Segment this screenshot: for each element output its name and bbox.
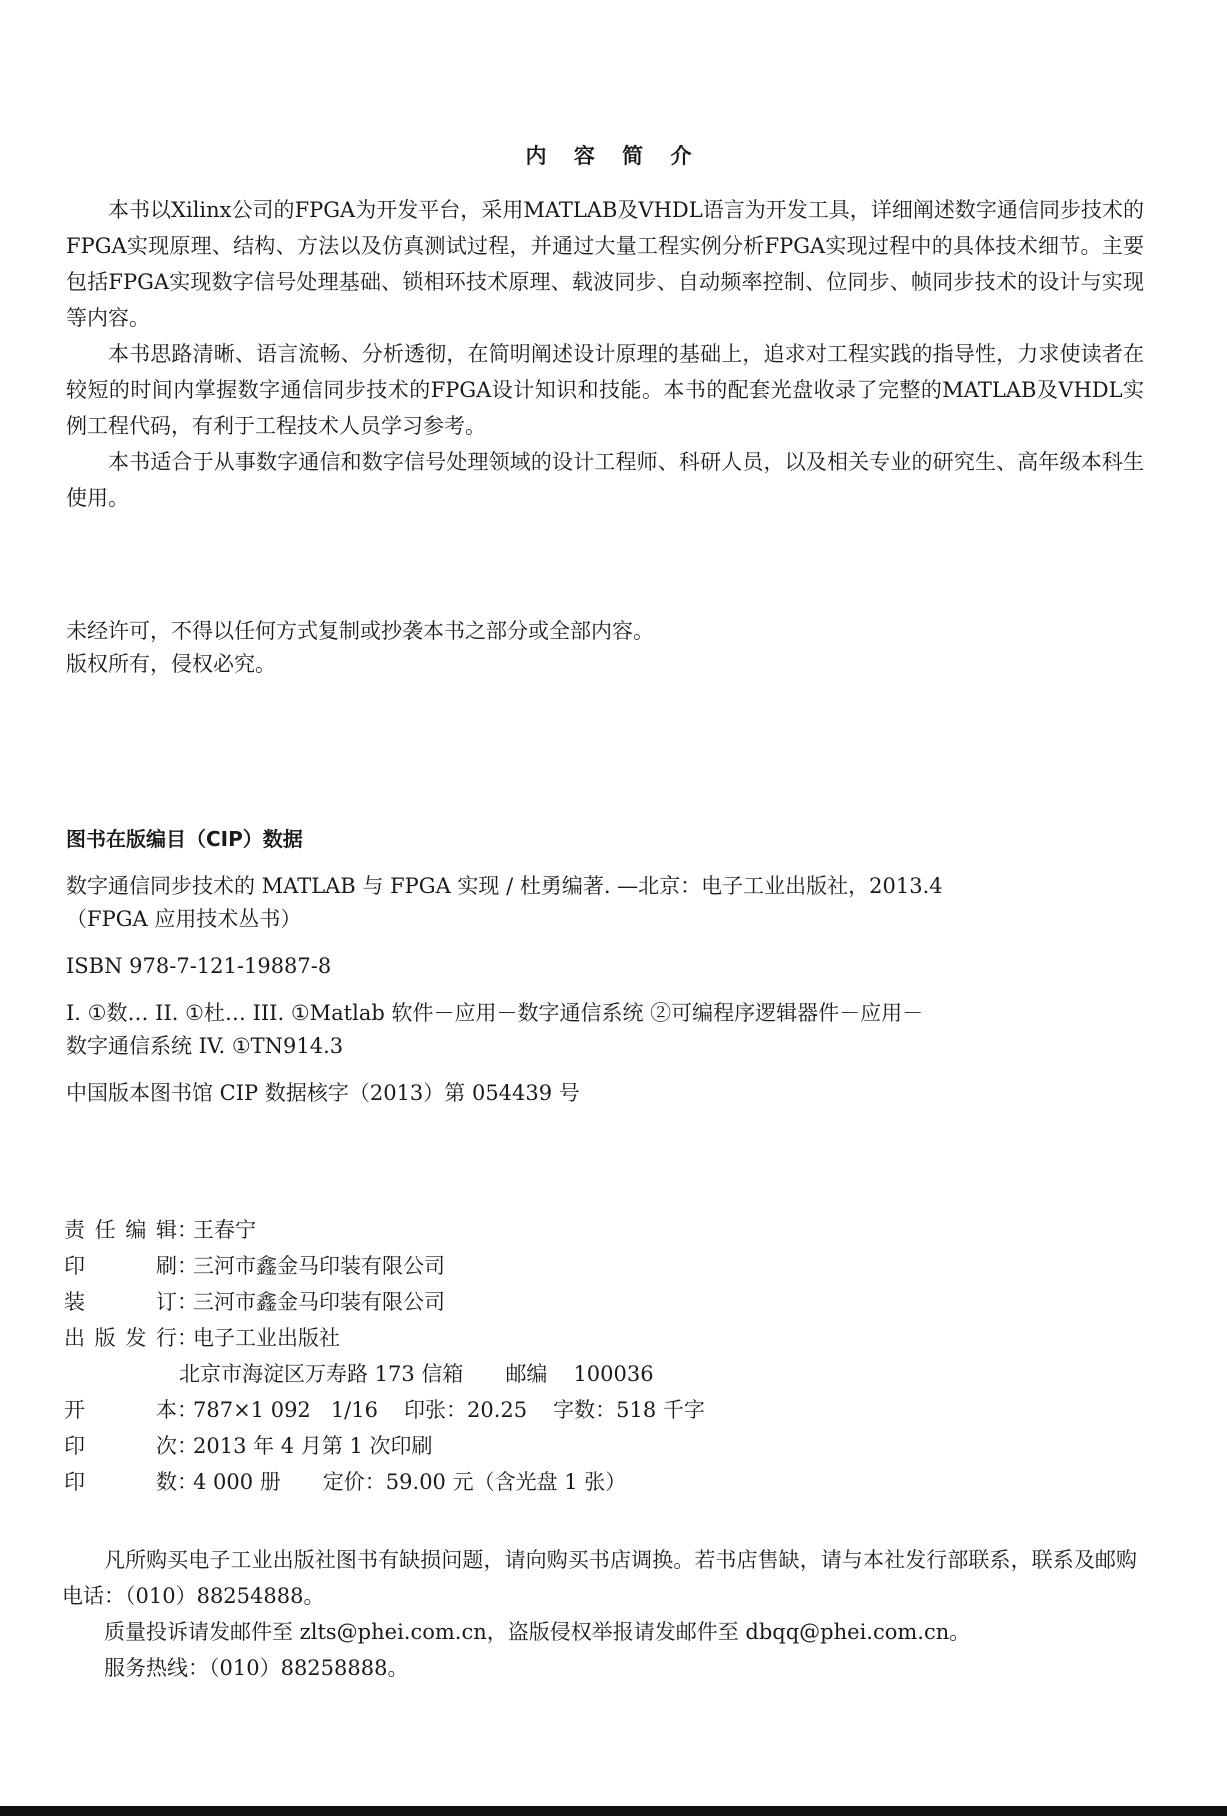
info-value: 三河市鑫金马印装有限公司 bbox=[193, 1290, 445, 1314]
info-label: 邮编 bbox=[505, 1362, 548, 1386]
info-label: 出版发行 bbox=[64, 1326, 177, 1350]
info-row-printing: 印刷 ： 三河市鑫金马印装有限公司 bbox=[64, 1248, 1144, 1284]
cip-series: （FPGA 应用技术丛书） bbox=[66, 907, 302, 931]
notice-paragraph: 服务热线：（010）88258888。 bbox=[104, 1656, 409, 1680]
cip-subjects: 数字通信系统 IV. ①TN914.3 bbox=[66, 1034, 344, 1058]
info-value: 20.25 bbox=[466, 1398, 528, 1422]
summary-title: 内 容 简 介 bbox=[525, 144, 702, 168]
info-value: 59.00 元（含光盘 1 张） bbox=[385, 1470, 627, 1494]
cip-data bbox=[66, 870, 1146, 1110]
publication-info bbox=[64, 1212, 1144, 1500]
bottom-border bbox=[0, 1806, 1227, 1816]
cip-entry: 数字通信同步技术的 MATLAB 与 FPGA 实现 / 杜勇编著. —北京：电子工业出版社，2013.4 bbox=[66, 874, 943, 898]
info-row-format: 开本 ： 787×1 092 1/16 印张 ： 20.25 字数 ： 518 千字 bbox=[64, 1392, 1144, 1428]
copyright-notice bbox=[66, 615, 1126, 681]
info-value: 王春宁 bbox=[193, 1218, 256, 1242]
summary-paragraph: 本书以Xilinx公司的FPGA为开发平台，采用MATLAB及VHDL语言为开发工具，详细阐述数字通信同步技术的FPGA实现原理、结构、方法以及仿真测试过程，并通过大量工程实例分析FPGA实现过程中的具体技术细节。主要包括FPGA实现数字信号处理基础、锁相环技术原理、载波同步、自动频率控制、位同步、帧同步技术的设计与实现等内容。 bbox=[66, 198, 1144, 330]
notice-paragraph: 凡所购买电子工业出版社图书有缺损问题，请向购买书店调换。若书店售缺，请与本社发行部联系，联系及邮购电话：（010）88254888。 bbox=[62, 1548, 1137, 1608]
info-row-editor: 责任编辑 ： 王春宁 bbox=[64, 1212, 1144, 1248]
info-label: 定价 bbox=[322, 1470, 365, 1494]
info-label: 开本 bbox=[64, 1398, 177, 1422]
info-label: 责任编辑 bbox=[64, 1218, 177, 1242]
info-value: 4 000 册 bbox=[193, 1470, 281, 1494]
info-row-binding: 装订 ： 三河市鑫金马印装有限公司 bbox=[64, 1284, 1144, 1320]
cip-heading: 图书在版编目（CIP）数据 bbox=[66, 827, 303, 851]
info-row-address bbox=[64, 1356, 1144, 1392]
info-label: 印数 bbox=[64, 1470, 177, 1494]
cip-subjects: I. ①数… II. ①杜… III. ①Matlab 软件－应用－数字通信系统 ②可编程序逻辑器件－应用－ bbox=[66, 1001, 924, 1025]
copyright-line: 未经许可，不得以任何方式复制或抄袭本书之部分或全部内容。 bbox=[66, 619, 654, 643]
info-value: 北京市海淀区万寿路 173 信箱 bbox=[179, 1362, 464, 1386]
copyright-line: 版权所有，侵权必究。 bbox=[66, 652, 276, 676]
cip-isbn: ISBN 978-7-121-19887-8 bbox=[66, 954, 332, 978]
info-value: 518 千字 bbox=[616, 1398, 705, 1422]
cip-record: 中国版本图书馆 CIP 数据核字（2013）第 054439 号 bbox=[66, 1081, 580, 1105]
info-value: 三河市鑫金马印装有限公司 bbox=[193, 1254, 445, 1278]
info-label: 印次 bbox=[64, 1434, 177, 1458]
info-label: 印刷 bbox=[64, 1254, 177, 1278]
purchase-notice bbox=[62, 1542, 1137, 1686]
summary-body bbox=[66, 192, 1144, 516]
summary-paragraph: 本书适合于从事数字通信和数字信号处理领域的设计工程师、科研人员，以及相关专业的研究生、高年级本科生使用。 bbox=[66, 450, 1144, 510]
summary-paragraph: 本书思路清晰、语言流畅、分析透彻，在简明阐述设计原理的基础上，追求对工程实践的指导性，力求使读者在较短的时间内掌握数字通信同步技术的FPGA设计知识和技能。本书的配套光盘收录了完整的MATLAB及VHDL实例工程代码，有利于工程技术人员学习参考。 bbox=[66, 342, 1144, 438]
info-label: 字数 bbox=[553, 1398, 596, 1422]
info-label: 装订 bbox=[64, 1290, 177, 1314]
info-row-publisher: 出版发行 ： 电子工业出版社 bbox=[64, 1320, 1144, 1356]
info-label: 印张 bbox=[403, 1398, 446, 1422]
notice-paragraph: 质量投诉请发邮件至 zlts@phei.com.cn，盗版侵权举报请发邮件至 dbqq@phei.com.cn。 bbox=[104, 1620, 971, 1644]
info-value: 100036 bbox=[573, 1362, 654, 1386]
info-row-edition: 印次 ： 2013 年 4 月第 1 次印刷 bbox=[64, 1428, 1144, 1464]
info-row-copies: 印数 ： 4 000 册 定价 ： 59.00 元（含光盘 1 张） bbox=[64, 1464, 1144, 1500]
info-value: 787×1 092 1/16 bbox=[193, 1398, 378, 1422]
info-value: 2013 年 4 月第 1 次印刷 bbox=[193, 1434, 433, 1458]
info-value: 电子工业出版社 bbox=[193, 1326, 340, 1350]
